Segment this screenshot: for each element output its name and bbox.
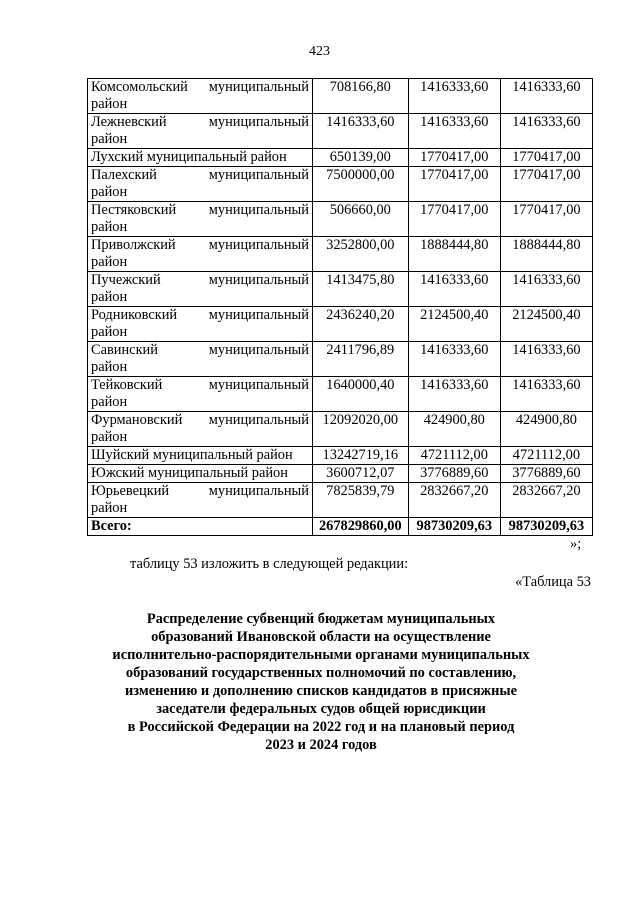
table-row — [88, 447, 593, 465]
amount-2022-cell: 1640000,40 — [312, 377, 408, 412]
amount-2023-cell: 3776889,60 — [408, 465, 500, 483]
amount-2022-cell: 3252800,00 — [312, 237, 408, 272]
district-name-line — [91, 237, 309, 254]
district-name-continuation: район — [91, 500, 128, 516]
district-name-cell — [88, 167, 313, 202]
district-name-word: Лухский муниципальный район — [91, 149, 287, 165]
district-name-word: Пучежский — [91, 272, 161, 288]
amount-2022-cell: 3600712,07 — [312, 465, 408, 483]
heading-line: образований Ивановской области на осуществление — [151, 629, 491, 645]
district-name-word: Юрьевецкий — [91, 483, 170, 499]
closing-quote: »; — [570, 536, 582, 552]
subvention-table — [87, 78, 593, 536]
table-row — [88, 149, 593, 167]
district-name-cell — [88, 79, 313, 114]
district-name-cell — [88, 149, 313, 167]
amount-2024-cell: 1770417,00 — [500, 202, 592, 237]
total-label-cell: Всего: — [88, 518, 313, 536]
district-name-word: муниципальный — [208, 412, 309, 428]
district-name-line — [91, 167, 309, 184]
district-name-line — [91, 483, 309, 500]
amount-2022-cell: 2411796,89 — [312, 342, 408, 377]
district-name-cell — [88, 465, 313, 483]
district-name-word: муниципальный — [208, 272, 309, 288]
table-label: «Таблица 53 — [515, 574, 591, 590]
district-name-continuation: район — [91, 96, 128, 112]
table-row — [88, 272, 593, 307]
district-name-word: Палехский — [91, 167, 157, 183]
heading-line: в Российской Федерации на 2022 год и на плановый период — [127, 719, 515, 735]
amount-2022-cell: 650139,00 — [312, 149, 408, 167]
district-name-word: муниципальный — [208, 79, 309, 95]
amount-2022-cell: 2436240,20 — [312, 307, 408, 342]
amount-2023-cell: 1416333,60 — [408, 114, 500, 149]
amount-2024-cell: 1888444,80 — [500, 237, 592, 272]
amount-2024-cell: 2124500,40 — [500, 307, 592, 342]
amount-2022-cell: 1416333,60 — [312, 114, 408, 149]
table-row — [88, 342, 593, 377]
district-name-line — [91, 307, 309, 324]
page-number: 423 — [309, 44, 330, 59]
district-name-line — [91, 465, 309, 482]
district-name-word: муниципальный — [208, 237, 309, 253]
heading-line: Распределение субвенций бюджетам муниципальных — [146, 611, 496, 627]
amount-2024-cell: 3776889,60 — [500, 465, 592, 483]
amount-2022-cell: 7825839,79 — [312, 483, 408, 518]
amount-2023-cell: 1770417,00 — [408, 202, 500, 237]
total-amount-2024-cell: 98730209,63 — [500, 518, 592, 536]
section-heading — [110, 610, 532, 754]
table-row — [88, 237, 593, 272]
heading-line: 2023 и 2024 годов — [265, 737, 377, 753]
district-name-line — [91, 149, 309, 166]
table-row — [88, 167, 593, 202]
heading-line: образований государственных полномочий по составлению, — [125, 665, 517, 681]
amount-2023-cell: 2124500,40 — [408, 307, 500, 342]
heading-line: исполнительно-распорядительными органами муниципальных — [112, 647, 530, 663]
district-name-word: муниципальный — [208, 202, 309, 218]
district-name-word: Пестяковский — [91, 202, 177, 218]
amount-2022-cell: 7500000,00 — [312, 167, 408, 202]
amount-2024-cell: 4721112,00 — [500, 447, 592, 465]
district-name-word: муниципальный — [208, 483, 309, 499]
district-name-word: муниципальный — [208, 114, 309, 130]
table-row — [88, 465, 593, 483]
district-name-line — [91, 79, 309, 96]
district-name-word: муниципальный — [208, 377, 309, 393]
district-name-line — [91, 202, 309, 219]
amount-2022-cell: 708166,80 — [312, 79, 408, 114]
district-name-line — [91, 342, 309, 359]
district-name-line — [91, 114, 309, 131]
district-name-cell — [88, 483, 313, 518]
district-name-cell — [88, 272, 313, 307]
district-name-word: Савинский — [91, 342, 158, 358]
amount-2023-cell: 1888444,80 — [408, 237, 500, 272]
amount-2024-cell: 2832667,20 — [500, 483, 592, 518]
district-name-line — [91, 412, 309, 429]
amount-2024-cell: 1770417,00 — [500, 149, 592, 167]
amount-2024-cell: 1416333,60 — [500, 377, 592, 412]
district-name-word: Родниковский — [91, 307, 178, 323]
table-row — [88, 79, 593, 114]
table-row — [88, 412, 593, 447]
district-name-continuation: район — [91, 184, 128, 200]
total-amount-2022-cell: 267829860,00 — [312, 518, 408, 536]
district-name-word: Приволжский — [91, 237, 176, 253]
district-name-word: Тейковский — [91, 377, 163, 393]
table-row — [88, 377, 593, 412]
district-name-word: Южский муниципальный район — [91, 465, 288, 481]
district-name-line — [91, 377, 309, 394]
amount-2024-cell: 1416333,60 — [500, 79, 592, 114]
amount-2023-cell: 1416333,60 — [408, 377, 500, 412]
table-row — [88, 307, 593, 342]
district-name-continuation: район — [91, 359, 128, 375]
amount-2024-cell: 1416333,60 — [500, 272, 592, 307]
table-row — [88, 202, 593, 237]
heading-line: изменению и дополнению списков кандидатов в присяжные — [125, 683, 517, 699]
amount-2023-cell: 424900,80 — [408, 412, 500, 447]
amount-2022-cell: 1413475,80 — [312, 272, 408, 307]
district-name-cell — [88, 412, 313, 447]
amount-2023-cell: 2832667,20 — [408, 483, 500, 518]
district-name-cell — [88, 307, 313, 342]
amount-2024-cell: 1416333,60 — [500, 342, 592, 377]
district-name-cell — [88, 237, 313, 272]
district-name-word: Шуйский муниципальный район — [91, 447, 293, 463]
amount-2023-cell: 1416333,60 — [408, 272, 500, 307]
amount-2023-cell: 1416333,60 — [408, 79, 500, 114]
district-name-continuation: район — [91, 289, 128, 305]
amount-2022-cell: 506660,00 — [312, 202, 408, 237]
district-name-line — [91, 447, 309, 464]
amount-2023-cell: 1770417,00 — [408, 167, 500, 202]
heading-line: заседатели федеральных судов общей юрисдикции — [156, 701, 486, 717]
district-name-continuation: район — [91, 429, 128, 445]
amount-2024-cell: 1416333,60 — [500, 114, 592, 149]
table-row — [88, 114, 593, 149]
district-name-cell — [88, 202, 313, 237]
district-name-word: муниципальный — [208, 342, 309, 358]
amount-2023-cell: 4721112,00 — [408, 447, 500, 465]
district-name-continuation: район — [91, 394, 128, 410]
amount-2023-cell: 1770417,00 — [408, 149, 500, 167]
district-name-word: Лежневский — [91, 114, 167, 130]
amount-2022-cell: 12092020,00 — [312, 412, 408, 447]
district-name-line — [91, 272, 309, 289]
district-name-continuation: район — [91, 219, 128, 235]
amount-2024-cell: 424900,80 — [500, 412, 592, 447]
district-name-word: муниципальный — [208, 167, 309, 183]
table-row — [88, 483, 593, 518]
district-name-continuation: район — [91, 131, 128, 147]
instruction-text: таблицу 53 изложить в следующей редакции: — [130, 556, 409, 572]
total-row — [88, 518, 593, 536]
district-name-cell — [88, 447, 313, 465]
amount-2023-cell: 1416333,60 — [408, 342, 500, 377]
total-amount-2023-cell: 98730209,63 — [408, 518, 500, 536]
district-name-cell — [88, 342, 313, 377]
district-name-word: Фурмановский — [91, 412, 183, 428]
table-body — [88, 79, 593, 536]
district-name-cell — [88, 114, 313, 149]
district-name-word: муниципальный — [208, 307, 309, 323]
district-name-continuation: район — [91, 254, 128, 270]
district-name-word: Комсомольский — [91, 79, 188, 95]
amount-2022-cell: 13242719,16 — [312, 447, 408, 465]
district-name-cell — [88, 377, 313, 412]
amount-2024-cell: 1770417,00 — [500, 167, 592, 202]
district-name-continuation: район — [91, 324, 128, 340]
